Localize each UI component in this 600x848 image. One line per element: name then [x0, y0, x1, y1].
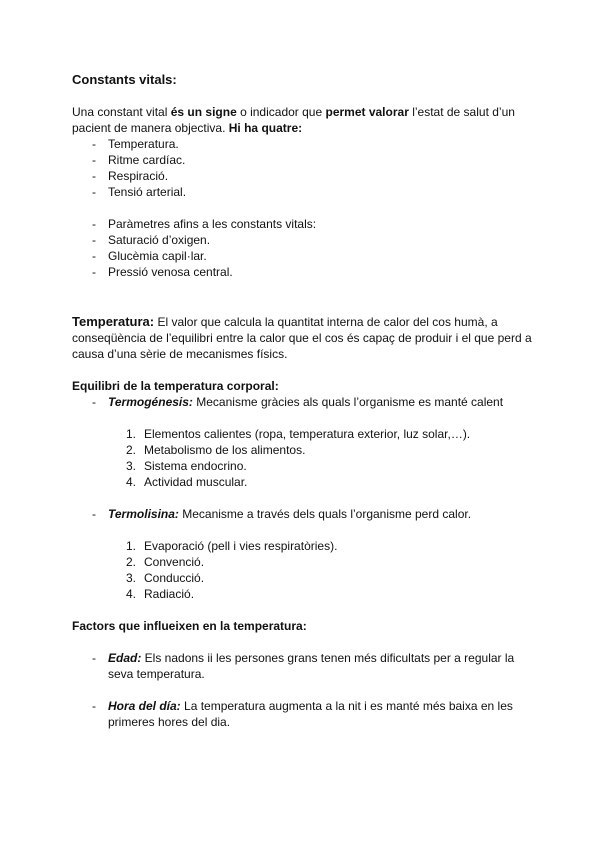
intro-text-1: Una constant vital — [72, 105, 171, 119]
section-title-factors: Factors que influeixen en la temperatura: — [72, 619, 307, 633]
thermogenesis-text: Mecanisme gràcies als quals l’organisme es manté calent — [192, 395, 504, 409]
thermolysis-term: Termolisina: — [108, 507, 179, 521]
intro-bold-1: és un signe — [170, 105, 237, 119]
list-text: Convenció. — [144, 555, 205, 569]
temperature-definition-text: El valor que calcula la quantitat interna de calor del cos humà, a conseqüència de l’equilibri entre la calor que el cos és capaç de produir i el que perd a causa d’una sèrie de mecanismes físics. — [72, 315, 532, 361]
list-text: Metabolismo de los alimentos. — [144, 443, 306, 457]
list-number: 4. — [126, 587, 137, 601]
related-parameters-list — [72, 216, 542, 280]
vital-signs-list — [72, 136, 542, 200]
list-number: 3. — [126, 459, 137, 473]
thermogenesis-term: Termogénesis: — [108, 395, 193, 409]
list-number: 4. — [126, 475, 137, 489]
list-item: - Paràmetres afins a les constants vitals: — [72, 216, 542, 232]
list-number: 3. — [126, 571, 137, 585]
factor-time-term: Hora del día: — [108, 699, 181, 713]
factor-age-item — [72, 650, 542, 682]
intro-text-2: o indicador que — [236, 105, 326, 119]
list-item: - Saturació d’oxigen. — [72, 232, 542, 248]
list-item — [72, 394, 542, 410]
thermogenesis-item — [72, 394, 542, 410]
list-text: Actividad muscular. — [144, 475, 248, 489]
section-title-constants: Constants vitals: — [72, 72, 177, 87]
list-text: Evaporació (pell i vies respiratòries). — [144, 539, 338, 553]
list-item — [72, 474, 542, 490]
list-item — [72, 570, 542, 586]
list-item — [72, 506, 542, 522]
list-item — [72, 426, 542, 442]
list-text: Elementos calientes (ropa, temperatura exterior, luz solar,…). — [144, 427, 471, 441]
list-item: - Glucèmia capil·lar. — [72, 248, 542, 264]
list-item: - Respiració. — [72, 168, 542, 184]
list-item — [72, 698, 542, 730]
list-item: - Tensió arterial. — [72, 184, 542, 200]
thermogenesis-list — [72, 426, 542, 490]
list-item — [72, 538, 542, 554]
factor-age-text: Els nadons ii les persones grans tenen més dificultats per a regular la seva temperatura. — [108, 651, 515, 681]
list-item — [72, 458, 542, 474]
list-number: 2. — [126, 555, 137, 569]
temperature-definition — [72, 314, 542, 362]
list-number: 1. — [126, 539, 137, 553]
thermolysis-item — [72, 506, 542, 522]
intro-paragraph — [72, 104, 542, 136]
thermolysis-list — [72, 538, 542, 602]
thermolysis-text: Mecanisme a través dels quals l’organisme perd calor. — [178, 507, 472, 521]
factor-age-term: Edad: — [108, 651, 142, 665]
list-text: Conducció. — [144, 571, 205, 585]
factor-time-item — [72, 698, 542, 730]
list-item — [72, 586, 542, 602]
intro-bold-2: permet valorar — [325, 105, 409, 119]
list-text: Radiació. — [144, 587, 195, 601]
section-title-equilibrium: Equilibri de la temperatura corporal: — [72, 379, 279, 393]
list-number: 2. — [126, 443, 137, 457]
intro-bold-3: Hi ha quatre: — [228, 121, 303, 135]
list-number: 1. — [126, 427, 137, 441]
factor-time-text: La temperatura augmenta a la nit i es manté més baixa en les primeres hores del dia. — [108, 699, 513, 729]
list-item: - Temperatura. — [72, 136, 542, 152]
temperature-term: Temperatura: — [72, 314, 155, 329]
list-item — [72, 554, 542, 570]
list-text: Sistema endocrino. — [144, 459, 247, 473]
intro-text-3: l’estat de salut d’un pacient de manera objectiva. — [72, 105, 515, 135]
list-item: - Ritme cardíac. — [72, 152, 542, 168]
list-item — [72, 442, 542, 458]
list-item: - Pressió venosa central. — [72, 264, 542, 280]
list-item — [72, 650, 542, 682]
